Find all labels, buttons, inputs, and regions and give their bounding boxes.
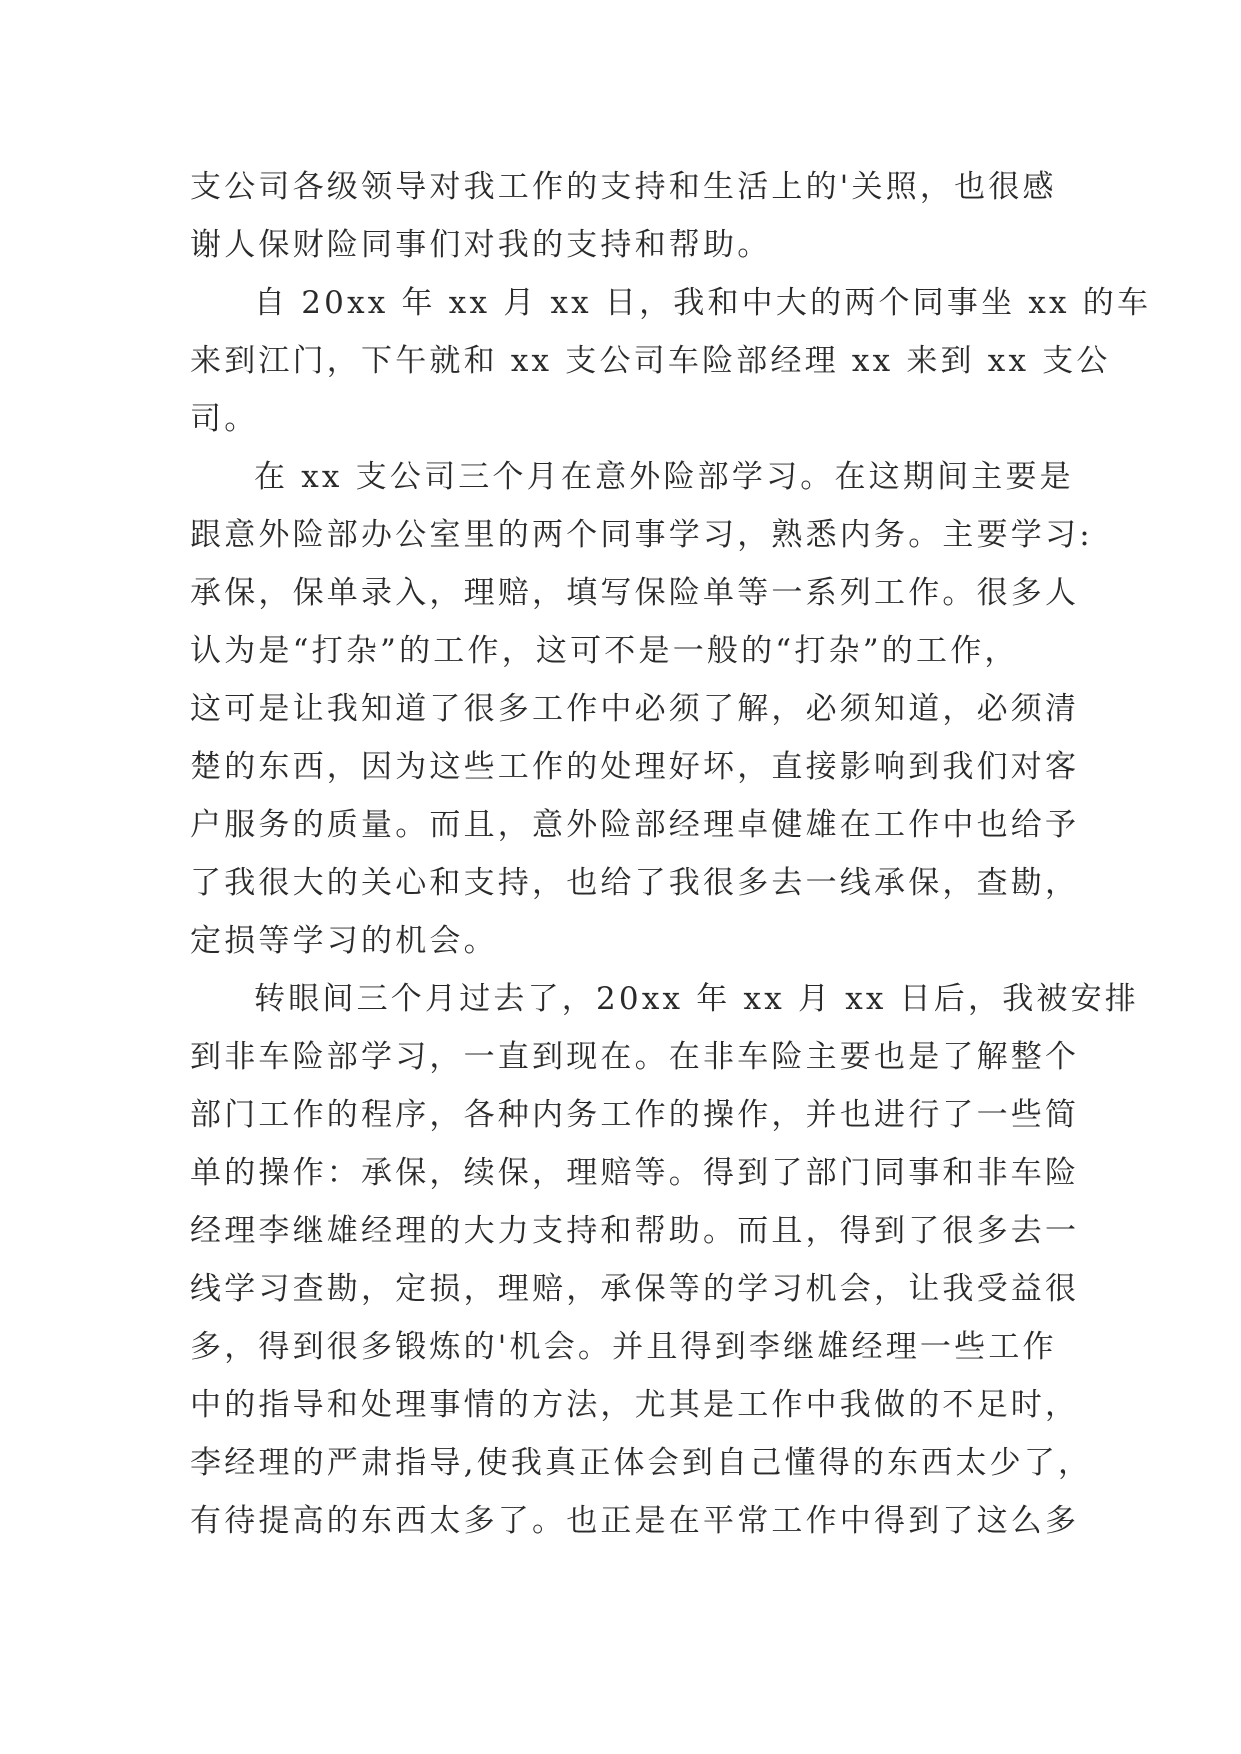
text-line: 户服务的质量。而且，意外险部经理卓健雄在工作中也给予: [190, 807, 1080, 843]
text-line: 单的操作：承保，续保，理赔等。得到了部门同事和非车险: [190, 1155, 1080, 1191]
text-line: 支公司各级领导对我工作的支持和生活上的'关照，也很感: [190, 169, 1057, 205]
text-line: 线学习查勘，定损，理赔，承保等的学习机会，让我受益很: [190, 1271, 1080, 1307]
text-line: 谢人保财险同事们对我的支持和帮助。: [190, 227, 772, 263]
text-line: 在 xx 支公司三个月在意外险部学习。在这期间主要是: [254, 459, 1074, 495]
text-line: 承保，保单录入，理赔，填写保险单等一系列工作。很多人: [190, 575, 1080, 611]
text-line: 楚的东西，因为这些工作的处理好坏，直接影响到我们对客: [190, 749, 1080, 785]
text-line: 跟意外险部办公室里的两个同事学习，熟悉内务。主要学习:: [190, 517, 1093, 553]
text-line: 司。: [190, 401, 259, 437]
text-line: 李经理的严肃指导,使我真正体会到自己懂得的东西太少了，: [190, 1445, 1093, 1481]
text-line: 多，得到很多锻炼的'机会。并且得到李继雄经理一些工作: [190, 1329, 1057, 1365]
text-line: 认为是“打杂”的工作，这可不是一般的“打杂”的工作，: [190, 633, 1019, 669]
text-line: 定损等学习的机会。: [190, 923, 498, 959]
text-line: 自 20xx 年 xx 月 xx 日，我和中大的两个同事坐 xx 的车: [254, 285, 1152, 321]
text-line: 中的指导和处理事情的方法，尤其是工作中我做的不足时，: [190, 1387, 1080, 1423]
text-line: 来到江门，下午就和 xx 支公司车险部经理 xx 来到 xx 支公: [190, 343, 1111, 379]
document-body: [190, 158, 1152, 1550]
text-line: 转眼间三个月过去了，20xx 年 xx 月 xx 日后，我被安排: [254, 981, 1140, 1017]
text-line: 部门工作的程序，各种内务工作的操作，并也进行了一些简: [190, 1097, 1080, 1133]
text-line: 了我很大的关心和支持，也给了我很多去一线承保，查勘，: [190, 865, 1080, 901]
text-line: 有待提高的东西太多了。也正是在平常工作中得到了这么多: [190, 1503, 1080, 1539]
text-line: 到非车险部学习，一直到现在。在非车险主要也是了解整个: [190, 1039, 1080, 1075]
text-line: 这可是让我知道了很多工作中必须了解，必须知道，必须清: [190, 691, 1080, 727]
text-line: 经理李继雄经理的大力支持和帮助。而且，得到了很多去一: [190, 1213, 1080, 1249]
